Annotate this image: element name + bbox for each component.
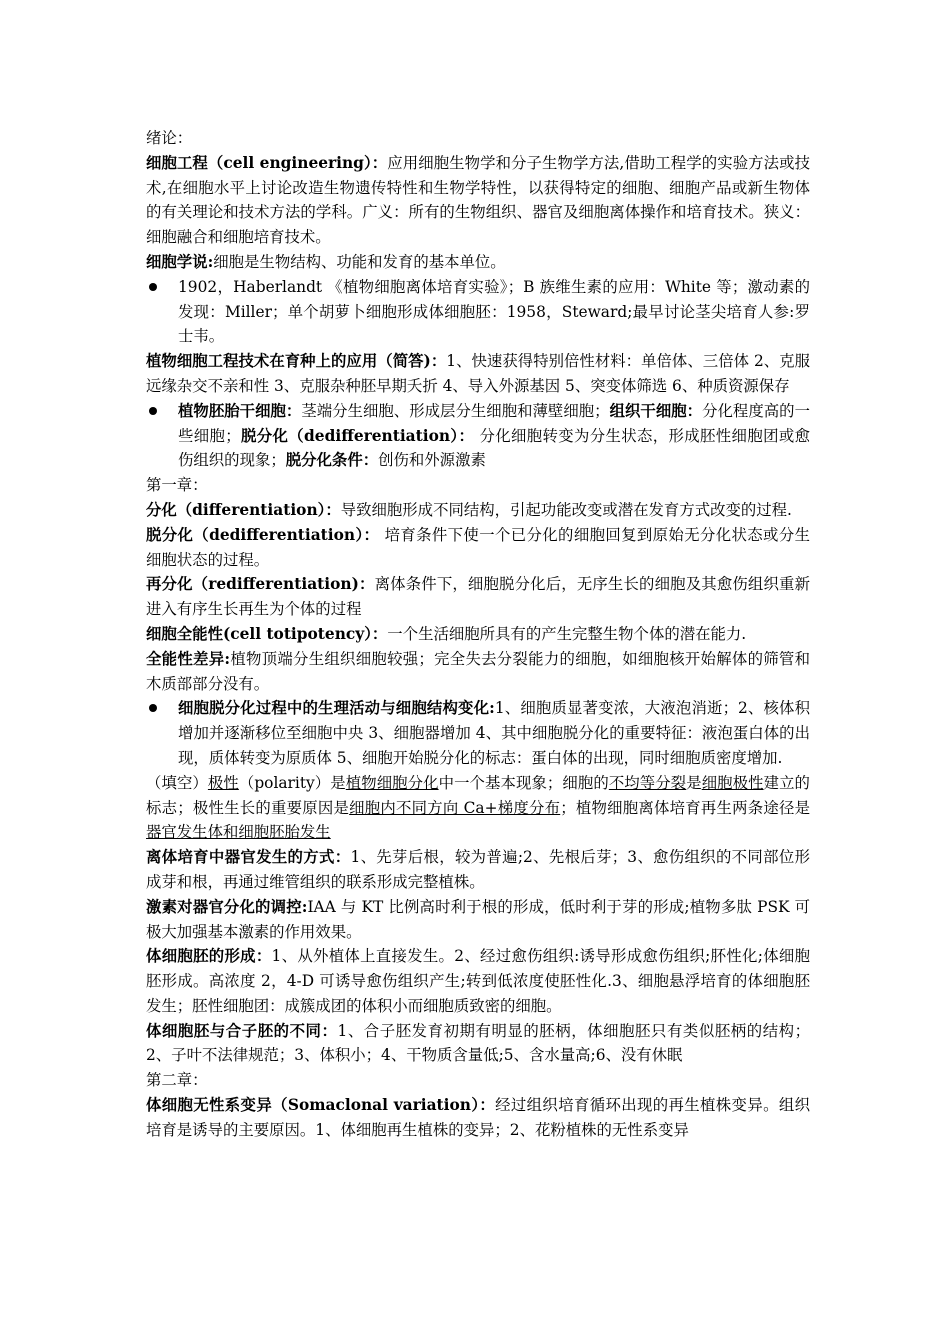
bullet-icon: [149, 407, 157, 415]
term: 全能性差异:: [146, 649, 231, 668]
paragraph-embryo-difference: 体细胞胚与合子胚的不同：1、合子胚发育初期有明显的胚柄，体细胞胚只有类似胚柄的结构；2、子叶不法律规范；3、体积小；4、干物质含量低;5、含水量高;6、没有休眠: [146, 1021, 810, 1065]
term: 植物细胞工程技术在育种上的应用（简答)：: [146, 352, 447, 371]
bullet-stem-cells: 植物胚胎干细胞：茎端分生细胞、形成层分生细胞和薄壁细胞；组织干细胞：分化程度高的一些细胞；脱分化（dedifferentiation）： 分化细胞转变为分生状态，形成胚性细胞团或愈伤组织的现象；脱分化条件：创伤和外源激素: [146, 399, 810, 473]
term: 细胞全能性(cell totipotency）：: [146, 624, 388, 643]
term: 体细胞无性系变异（Somaclonal variation）：: [146, 1096, 496, 1115]
term: 体细胞胚与合子胚的不同：: [146, 1021, 338, 1040]
term: 细胞学说:: [146, 252, 214, 271]
paragraph-cell-theory: 细胞学说:细胞是生物结构、功能和发育的基本单位。: [146, 252, 506, 271]
paragraph-fill-in: （填空）极性（polarity）是植物细胞分化中一个基本现象；细胞的不均等分裂是细胞极性建立的标志；极性生长的重要原因是细胞内不同方向 Ca+梯度分布；植物细胞离体培育再生两条途径是器官发生体和细胞胚胎发生: [146, 773, 810, 842]
paragraph-organogenesis: 离体培育中器官发生的方式：1、先芽后根，较为普遍;2、先根后芽；3、愈伤组织的不同部位形成芽和根，再通过维管组织的联系形成完整植株。: [146, 848, 810, 891]
bullet-history: 1902，Haberlandt 《植物细胞离体培育实验》；B 族维生素的应用：White 等；激动素的发现：Miller；单个胡萝卜细胞形成体细胞胚：1958，Steward;最早讨论茎尖培育人参:罗士韦。: [146, 275, 810, 349]
chapter-1-heading: 第一章：: [146, 476, 208, 495]
document-page: [146, 126, 810, 1143]
paragraph-differentiation: 分化（differentiation）：导致细胞形成不同结构，引起功能改变或潜在发育方式改变的过程.: [146, 500, 792, 519]
bullet-icon: [149, 283, 157, 291]
paragraph-breeding-applications: 植物细胞工程技术在育种上的应用（简答)：1、快速获得特别倍性材料：单倍体、三倍体 2、克服远缘杂交不亲和性 3、克服杂种胚早期夭折 4、导入外源基因 5、突变体筛选 6、种质资源保存: [146, 352, 810, 395]
paragraph-dedifferentiation: 脱分化（dedifferentiation）： 培育条件下使一个已分化的细胞回复到原始无分化状态或分生细胞状态的过程。: [146, 525, 810, 569]
term: 细胞工程（cell engineering）：: [146, 153, 388, 172]
term: 分化（differentiation）：: [146, 500, 341, 519]
paragraph-totipotency-difference: 全能性差异:植物顶端分生组织细胞较强；完全失去分裂能力的细胞，如细胞核开始解体的筛管和木质部部分没有。: [146, 649, 810, 693]
paragraph-totipotency: 细胞全能性(cell totipotency）：一个生活细胞所具有的产生完整生物个体的潜在能力.: [146, 624, 747, 643]
paragraph-hormone-regulation: 激素对器官分化的调控:IAA 与 KT 比例高时利于根的形成，低时利于芽的形成;植物多肽 PSK 可极大加强基本激素的作用效果。: [146, 897, 810, 941]
bullet-dedifferentiation-changes: 细胞脱分化过程中的生理活动与细胞结构变化:1、细胞质显著变浓，大液泡消逝；2、核体积增加并逐渐移位至细胞中央 3、细胞器增加 4、其中细胞脱分化的重要特征：液泡蛋白体的出现，质体转变为原质体 5、细胞开始脱分化的标志：蛋白体的出现，同时细胞质密度增加.: [146, 696, 810, 770]
paragraph-redifferentiation: 再分化（redifferentiation)：离体条件下，细胞脱分化后，无序生长的细胞及其愈伤组织重新进入有序生长再生为个体的过程: [146, 575, 810, 619]
term: 再分化（redifferentiation)：: [146, 575, 375, 594]
term: 离体培育中器官发生的方式：: [146, 848, 351, 867]
intro-heading: 绪论：: [146, 129, 193, 147]
chapter-2-heading: 第二章：: [146, 1071, 208, 1090]
term: 激素对器官分化的调控:: [146, 897, 308, 916]
term: 脱分化（dedifferentiation）：: [146, 525, 380, 544]
paragraph-somaclonal-variation: 体细胞无性系变异（Somaclonal variation）：经过组织培育循环出现的再生植株变异。组织培育是诱导的主要原因。1、体细胞再生植株的变异；2、花粉植株的无性系变异: [146, 1096, 810, 1139]
paragraph-somatic-embryo: 体细胞胚的形成：1、从外植体上直接发生。2、经过愈伤组织:诱导形成愈伤组织;肧性化;体细胞胚形成。高浓度 2，4-D 可诱导愈伤组织产生;转到低浓度使胚性化.3、细胞悬浮培育的体细胞胚发生；胚性细胞团：成簇成团的体积小而细胞质致密的细胞。: [146, 947, 810, 1015]
paragraph-cell-engineering: 细胞工程（cell engineering）：应用细胞生物学和分子生物学方法,借助工程学的实验方法或技术,在细胞水平上讨论改造生物遗传特性和生物学特性，以获得特定的细胞、细胞产品或新生物体的有关理论和技术方法的学科。广义：所有的生物组织、器官及细胞离体操作和培育技术。狭义：细胞融合和细胞培育技术。: [146, 153, 810, 247]
bullet-icon: [149, 704, 157, 712]
term: 体细胞胚的形成：: [146, 947, 272, 966]
